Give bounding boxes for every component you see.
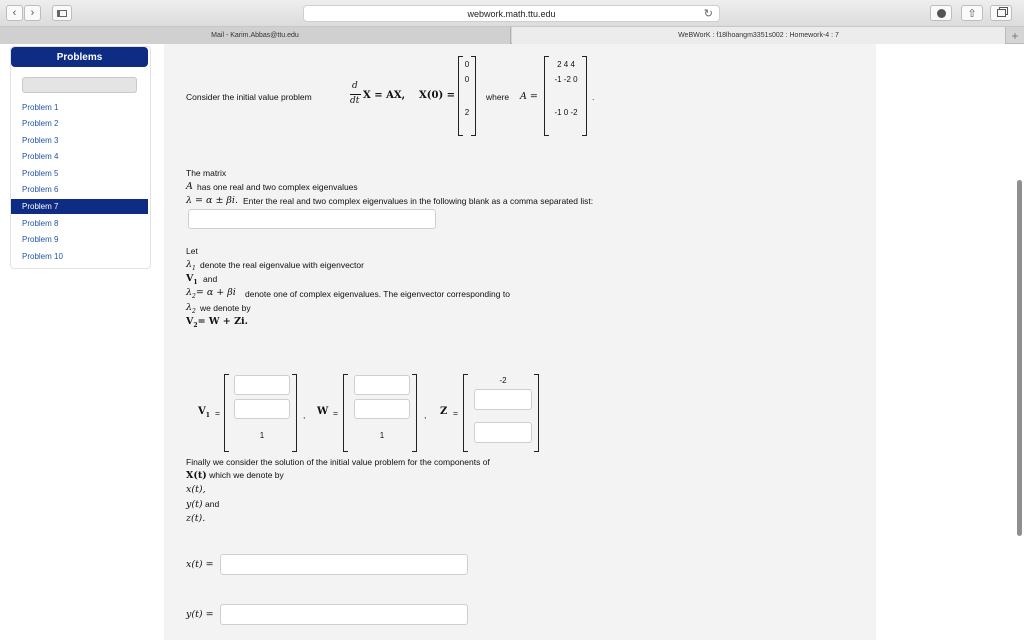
v1-given-entry: 1 [259, 431, 265, 440]
chevron-right-icon: › [30, 7, 35, 19]
xt-input[interactable] [220, 554, 468, 575]
problems-sidebar [10, 46, 151, 269]
z-bracket-left [463, 374, 468, 452]
where-text: where [486, 92, 510, 102]
tab-webwork[interactable] [512, 27, 1005, 44]
v1-vector-sub: 1 [205, 412, 210, 419]
v1-symbol [186, 273, 198, 286]
a-label: A = [520, 91, 538, 102]
lambda2b-symbol [186, 302, 196, 315]
and2-text: and [204, 499, 220, 509]
v1-entry-1-input[interactable] [234, 375, 290, 395]
xt-label: x(t) = [186, 559, 214, 570]
v1-vector-label [198, 406, 210, 419]
x0-label: X(0) = [419, 90, 456, 101]
x0-entry: 0 [464, 75, 470, 84]
xt-vector: X(t) [186, 470, 207, 481]
download-icon [937, 9, 946, 18]
z-equals: = [453, 408, 458, 418]
sidebar-item-problem-3[interactable]: Problem 3 [22, 136, 59, 145]
v2-sub: 2 [193, 321, 198, 329]
back-button[interactable] [6, 5, 23, 21]
z-entry-2-input[interactable] [474, 389, 532, 410]
lambda2b-char: λ [186, 302, 193, 313]
lambda1-symbol [186, 259, 196, 272]
sidebar-toggle-button[interactable] [52, 5, 72, 21]
sidebar-item-problem-7[interactable]: Problem 7 [11, 199, 148, 214]
new-tab-button[interactable] [1005, 27, 1024, 44]
lambda2-rhs: = α + βi [195, 287, 236, 298]
lambda2-description: denote one of complex eigenvalues. The eigenvector corresponding to [245, 289, 510, 299]
downloads-button[interactable] [930, 5, 952, 21]
v1-bracket-right [292, 374, 297, 452]
tab-webwork-label: WeBWorK : f18lhoangm3351s002 : Homework-4 : 7 [678, 32, 839, 39]
tabs-icon [997, 9, 1006, 17]
lambda1-sub: 1 [192, 264, 196, 272]
a-row: -1 -2 0 [554, 75, 578, 84]
problem-panel [164, 44, 876, 640]
sidebar-icon [57, 10, 67, 17]
yt-label: y(t) = [186, 609, 214, 620]
w-entry-1-input[interactable] [354, 375, 410, 395]
url-text: webwork.math.ttu.edu [467, 8, 556, 19]
reload-icon[interactable]: ↻ [703, 8, 713, 20]
sidebar-item-problem-4[interactable]: Problem 4 [22, 152, 59, 161]
yt-input[interactable] [220, 604, 468, 625]
v1-comma: , [303, 410, 306, 420]
period: . [592, 92, 595, 102]
sidebar-search-input[interactable] [22, 77, 137, 93]
sidebar-title: Problems [11, 47, 148, 67]
sidebar-item-problem-6[interactable]: Problem 6 [22, 185, 59, 194]
a-row: -1 0 -2 [554, 108, 578, 117]
a-symbol: A [186, 181, 193, 192]
lambda-form: λ = α ± βi. [186, 195, 238, 206]
lambda2b-sub: 2 [192, 307, 196, 315]
tab-mail-label: Mail - Karim.Abbas@ttu.edu [211, 32, 299, 39]
ode-dt: dt [350, 96, 360, 106]
intro-text: Consider the initial value problem [186, 92, 312, 102]
ode-rhs: X = AX, [363, 90, 406, 101]
y-component: y(t) [186, 499, 203, 510]
v1-bracket-left [224, 374, 229, 452]
which-denote-text: which we denote by [209, 470, 284, 480]
address-bar[interactable] [303, 5, 720, 22]
z-label: Z [440, 406, 448, 417]
finally-text: Finally we consider the solution of the initial value problem for the components of [186, 457, 490, 467]
chevron-left-icon: ‹ [12, 7, 17, 19]
tabs-overview-button[interactable] [990, 5, 1012, 21]
share-button[interactable] [961, 5, 983, 21]
v1-sub: 1 [193, 278, 198, 286]
browser-toolbar [0, 0, 1024, 27]
x-component: x(t), [186, 484, 206, 495]
lambda1-char: λ [186, 259, 193, 270]
lambda2-sub: 2 [192, 292, 196, 300]
v1-char: V [186, 273, 194, 284]
plus-icon: + [1011, 28, 1019, 43]
v2-rhs: = W + Zi. [197, 316, 248, 327]
sidebar-item-problem-8[interactable]: Problem 8 [22, 219, 59, 228]
sidebar-item-problem-1[interactable]: Problem 1 [22, 103, 59, 112]
v1-vector-char: V [198, 406, 206, 417]
page-scrollbar[interactable] [1017, 180, 1022, 536]
w-comma: , [424, 410, 427, 420]
v2-char: V [186, 316, 194, 327]
lambda2-char: λ [186, 287, 193, 298]
a-row: 2 4 4 [557, 60, 575, 69]
w-bracket-left [343, 374, 348, 452]
lambda2-symbol [186, 287, 236, 300]
ode-fraction-bar [350, 94, 361, 95]
tab-mail[interactable] [0, 27, 511, 44]
w-bracket-right [412, 374, 417, 452]
page [0, 44, 1024, 640]
z-entry-3-input[interactable] [474, 422, 532, 443]
share-icon: ⇧ [967, 7, 977, 20]
sidebar-item-problem-10[interactable]: Problem 10 [22, 252, 63, 261]
ode-d: d [352, 81, 358, 91]
lambda1-description: denote the real eigenvalue with eigenvector [200, 260, 364, 270]
w-equals: = [333, 408, 338, 418]
sidebar-item-problem-2[interactable]: Problem 2 [22, 119, 59, 128]
w-entry-2-input[interactable] [354, 399, 410, 419]
eigen-instruction: Enter the real and two complex eigenvalues in the following blank as a comma separated list: [243, 196, 594, 206]
sidebar-item-problem-5[interactable]: Problem 5 [22, 169, 59, 178]
sidebar-item-problem-9[interactable]: Problem 9 [22, 235, 59, 244]
v1-entry-2-input[interactable] [234, 399, 290, 419]
z-given-entry: -2 [499, 376, 507, 385]
x0-entry: 2 [464, 108, 470, 117]
matrix-text: The matrix [186, 168, 227, 178]
we-denote-text: we denote by [200, 303, 251, 313]
tab-bar [0, 27, 1024, 44]
v2-symbol [186, 316, 248, 329]
forward-button[interactable] [24, 5, 41, 21]
w-label: W [317, 406, 329, 417]
let-text: Let [186, 246, 198, 256]
eigen-description: has one real and two complex eigenvalues [197, 182, 358, 192]
w-given-entry: 1 [379, 431, 385, 440]
eigenvalues-input[interactable] [188, 209, 436, 229]
z-component: z(t). [186, 513, 206, 524]
and-text: and [203, 274, 218, 284]
z-bracket-right [534, 374, 539, 452]
v1-equals: = [215, 408, 220, 418]
x0-entry: 0 [464, 60, 470, 69]
